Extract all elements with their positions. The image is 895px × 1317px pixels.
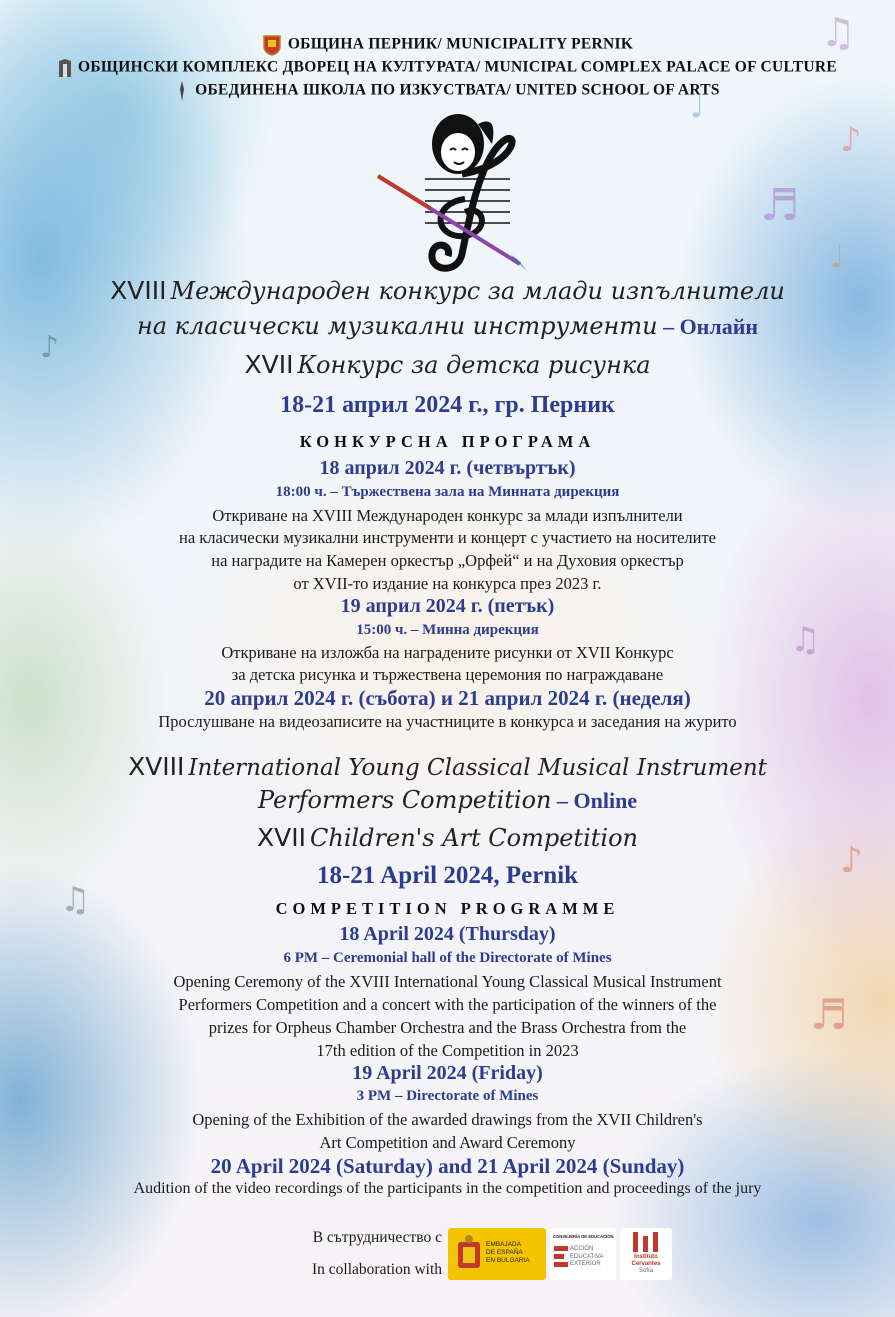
en-title-roman-18: XVIII xyxy=(128,752,185,781)
en-dates-place: 18-21 April 2024, Pernik xyxy=(316,862,579,889)
bg-day1-text-line: на наградите на Камерен оркестър „Орфей“ и на Духовия оркестър xyxy=(211,551,684,570)
en-title-competition: International Young Classical Musical Instrument xyxy=(188,755,767,781)
bg-day1-text-line: Откриване на XVIII Международен конкурс за млади изпълнители xyxy=(212,506,683,525)
en-online-label: – Online xyxy=(551,788,638,813)
bg-title-instruments: на класически музикални инструменти xyxy=(136,312,658,340)
en-day2-date: 19 April 2024 (Friday) xyxy=(352,1062,543,1084)
girl-treble-clef-logo xyxy=(370,104,535,280)
accion-educativa-logo xyxy=(550,1228,616,1280)
en-day1-text-line: Opening Ceremony of the XVIII International Young Classical Musical Instrument xyxy=(173,972,722,991)
bg-day2-text-line: за детска рисунка и тържествена церемония по награждаване xyxy=(231,665,664,684)
bg-day1-text-line: на класически музикални инструменти и концерт с участието на носителите xyxy=(178,528,716,547)
collab-en-label: In collaboration with xyxy=(312,1261,442,1278)
en-day1-text-line: prizes for Orpheus Chamber Orchestra and the Brass Orchestra from the xyxy=(208,1018,687,1037)
spain-crest-icon xyxy=(454,1234,484,1274)
accion-text-line: EXTERIOR xyxy=(570,1261,601,1267)
bg-day3-text: Прослушване на видеозаписите на участниците в конкурса и заседания на журито xyxy=(158,712,737,731)
collab-bg-label: В сътрудничество с xyxy=(312,1229,442,1246)
decorative-music-notes: ♫ ♪ ♬ ♩ ♫ ♪ ♬ ♪ ♫ ♩ xyxy=(40,10,863,1039)
palace-logo-icon xyxy=(58,58,72,78)
accion-text-line: EDUCATIVA xyxy=(570,1253,604,1260)
header-line-school xyxy=(0,81,895,101)
header-municipality-text: ОБЩИНА ПЕРНИК/ MUNICIPALITY PERNIK xyxy=(287,35,634,53)
en-day3-text: Audition of the video recordings of the participants in the competition and proceedings of the jury xyxy=(133,1180,762,1197)
bg-day1-time: 18:00 ч. – Тържествена зала на Минната дирекция xyxy=(275,484,620,500)
bg-day2-time: 15:00 ч. – Минна дирекция xyxy=(356,622,539,638)
en-day1-date: 18 April 2024 (Thursday) xyxy=(339,923,556,945)
bg-dates-place: 18-21 април 2024 г., гр. Перник xyxy=(280,392,615,418)
coat-of-arms-icon xyxy=(262,34,282,56)
header-line-palace xyxy=(0,58,895,78)
en-day1-text-line: 17th edition of the Competition in 2023 xyxy=(316,1041,579,1060)
embassy-text-line: EMBAJADA xyxy=(486,1241,522,1248)
en-day1-text-line: Performers Competition and a concert with the participation of the winners of the xyxy=(178,995,717,1014)
bg-day3-date: 20 април 2024 г. (събота) и 21 април 2024 г. (неделя) xyxy=(204,686,691,710)
bg-day1-date: 18 април 2024 г. (четвъртък) xyxy=(319,457,576,479)
embassy-text-line: EN BULGARIA xyxy=(486,1257,530,1264)
cervantes-text-line: Sofía xyxy=(638,1268,653,1274)
en-day2-text-line: Art Competition and Award Ceremony xyxy=(319,1133,576,1152)
bg-title-line3 xyxy=(0,350,895,379)
header-palace-text: ОБЩИНСКИ КОМПЛЕКС ДВОРЕЦ НА КУЛТУРАТА/ MUNICIPAL COMPLEX PALACE OF CULTURE xyxy=(78,58,837,76)
bg-title-line1 xyxy=(0,276,895,305)
accion-top-text: CONSEJERÍA DE EDUCACIÓN xyxy=(553,1234,614,1239)
accion-text-line: ACCIÓN xyxy=(570,1246,594,1252)
en-day2-text-line: Opening of the Exhibition of the awarded drawings from the XVII Children's xyxy=(192,1110,703,1129)
bg-title-art-competition: Конкурс за детска рисунка xyxy=(297,351,651,379)
school-logo-icon xyxy=(175,81,189,101)
bg-day2-text-line: Откриване на изложба на наградените рисунки от XVII Конкурс xyxy=(221,643,674,662)
bg-online-label: – Онлайн xyxy=(657,314,759,339)
bg-title-competition: Международен конкурс за млади изпълнители xyxy=(170,277,785,305)
en-day2-time: 3 PM – Directorate of Mines xyxy=(356,1088,539,1104)
cervantes-mark-icon xyxy=(631,1232,661,1252)
bg-day2-date: 19 април 2024 г. (петък) xyxy=(340,595,555,617)
en-day3-date: 20 April 2024 (Saturday) and 21 April 2024 (Sunday) xyxy=(210,1154,685,1178)
en-title-line1 xyxy=(0,752,895,781)
en-title-roman-17: XVII xyxy=(257,823,306,852)
header-line-municipality xyxy=(0,34,895,56)
en-title-art-competition: Children's Art Competition xyxy=(310,824,638,852)
en-title-performers: Performers Competition xyxy=(257,786,552,814)
bg-title-roman-17: XVII xyxy=(244,350,294,379)
cervantes-text-line: Instituto xyxy=(634,1254,658,1260)
en-title-line2 xyxy=(0,786,895,814)
bg-day1-text-line: от XVII-то издание на конкурса през 2023 г. xyxy=(293,574,602,593)
bg-title-line2 xyxy=(0,312,895,340)
embassy-text-line: DE ESPAÑA xyxy=(486,1249,523,1256)
header-school-text: ОБЕДИНЕНА ШКОЛА ПО ИЗКУСТВАТА/ UNITED SCHOOL OF ARTS xyxy=(195,81,720,99)
embassy-spain-logo xyxy=(448,1228,546,1280)
bg-programme-heading: КОНКУРСНА ПРОГРАМА xyxy=(299,432,596,451)
cervantes-logo xyxy=(620,1228,672,1280)
cervantes-text-line: Cervantes xyxy=(631,1261,661,1267)
accion-mark-icon xyxy=(554,1246,568,1268)
bg-title-roman-18: XVIII xyxy=(110,276,167,305)
en-title-line3 xyxy=(0,823,895,852)
en-day1-time: 6 PM – Ceremonial hall of the Directorate of Mines xyxy=(283,950,612,966)
en-programme-heading: COMPETITION PROGRAMME xyxy=(275,899,620,918)
